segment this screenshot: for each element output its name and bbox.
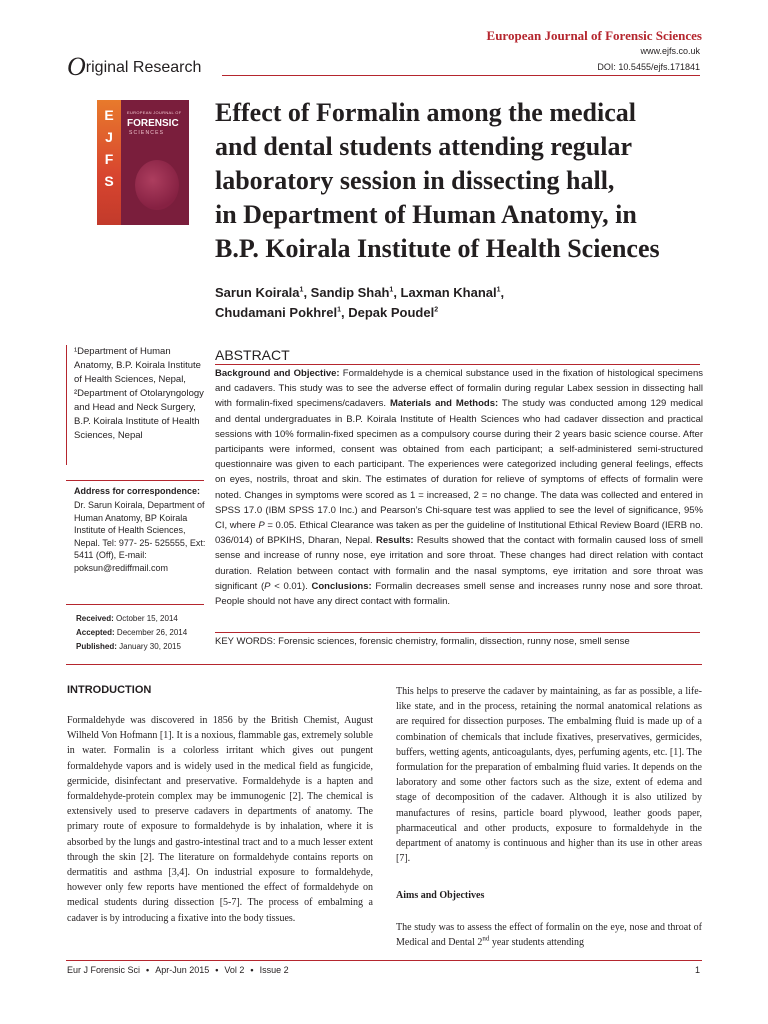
- title-line: laboratory session in dissecting hall,: [215, 166, 615, 195]
- journal-url[interactable]: www.ejfs.co.uk: [640, 46, 700, 56]
- header-rule: [222, 75, 700, 76]
- title-line: B.P. Koirala Institute of Health Sciences: [215, 234, 660, 263]
- footer-volume: Vol 2: [224, 965, 245, 975]
- abstract-results-text: Results showed that the contact with formalin caused loss of smell sense and increase of runny nose, eye irritation and sore throat. These changes had direct relation with contact duration. Relation between contact with formalin and the nasal symptoms, eye irritation and sore throat was significant (: [215, 535, 703, 592]
- author-name: Depak Poudel: [348, 305, 435, 320]
- affiliation: ¹Department of Human Anatomy, B.P. Koirala Institute of Health Sciences, Nepal, ²Department of Otolaryngology and Head and Neck Surgery, B.P. Koirala Institute of Health Sciences, Nepal: [74, 346, 204, 441]
- abstract-results-label: Results:: [376, 535, 414, 547]
- author-affil-sup: 1: [496, 286, 501, 294]
- author-affil-sup: 1: [389, 286, 394, 294]
- footer-journal: Eur J Forensic Sci: [67, 965, 141, 975]
- abstract-bg-label: Background and Objective:: [215, 368, 340, 379]
- aims-heading: Aims and Objectives: [396, 890, 485, 901]
- cover-side-letters: EJFS: [104, 107, 114, 189]
- abstract-body: [215, 366, 703, 609]
- cover-forensic-text: FORENSIC: [127, 118, 179, 129]
- p-symbol: P: [264, 580, 271, 592]
- author-name: Sandip Shah: [310, 285, 390, 300]
- journal-doi: DOI: 10.5455/ejfs.171841: [597, 62, 700, 72]
- footer-date: Apr-Jun 2015: [155, 965, 210, 975]
- published-label: Published:: [76, 642, 117, 651]
- cover-sciences-text: SCIENCES: [129, 130, 165, 136]
- title-line: in Department of Human Anatomy, in: [215, 200, 637, 229]
- aims-text: The study was to assess the effect of formalin on the eye, nose and throat of Medical and Dental 2nd year students attending: [396, 922, 702, 949]
- keywords: KEY WORDS: Forensic sciences, forensic chemistry, formalin, dissection, runny nose, smell sense: [215, 636, 630, 647]
- affiliation-rule: [66, 345, 67, 465]
- title-line: Effect of Formalin among the medical: [215, 98, 636, 127]
- abstract-mm-text-2: = 0.05. Ethical Clearance was taken as per the guideline of Institutional Ethical Review Board (IERB no. 036/014) of BPKIHS, Dharan, Nepal.: [215, 520, 703, 547]
- title-line: and dental students attending regular: [215, 132, 633, 161]
- page-number: 1: [694, 965, 700, 975]
- received-date: October 15, 2014: [116, 614, 178, 623]
- introduction-left-column: Formaldehyde was discovered in 1856 by the British Chemist, August Wilheld Von Hofmann [1]. It is a noxious, flammable gas, extremely soluble in water. Formalin is a colorless irritant which gives out pungent formaldehyde vapors and is widely used in the medical field as fungicide, germicide, disinfectant and preservative. Formaldehyde is a hapten and formaldehyde-protein complex may be immunogenic [2]. The chemical is extensively used to preserve cadavers in departments of anatomy. The primary route of exposure to formaldehyde is by inhalation, where it is absorbed by the lungs and gastro-intestinal tract and to a much lesser extent through the skin [2]. The literature on formaldehyde contains reports on dermatitis and asthma [3,4]. On industrial exposure to formaldehyde, however only few reports have mentioned the effect of formaldehyde on medical students during dissection [5-7]. The process of embalming a cadaver is by introducing a fixative into the body tissues.: [67, 715, 373, 924]
- author-list: Sarun Koirala$^1$, Sandip Shah$^1$, Laxman Khanal$^1$, Chudamani Pokhrel$^1$, Depak Poudel$^2$: [215, 285, 505, 320]
- correspondence-heading: Address for correspondence:: [74, 486, 201, 496]
- abstract-rule: [215, 364, 700, 365]
- introduction-right-column: This helps to preserve the cadaver by maintaining, as far as possible, a life-like state, and in the process, retaining the normal anatomical relations as are required for dissection purposes. The embalming fluid is made up of a combination of chemicals that include fixatives, preservatives, germicides, buffers, wetting agents, anticoagulants, dyes, perfuming agents, etc. [1]. The formulation for the preparation of embalming fluid varies. It depends on the laboratory and some other factors such as the size, extent of edema and stage of decomposition of the cadaver. Although it is also utilized by manufactures of resins, particle board plywood, leather goods paper, pharmaceutical and other products, exposure to formaldehyde in the department of anatomy is continuous and higher than its use in other areas [7].: [396, 686, 702, 865]
- ordinal-sup: nd: [482, 934, 490, 943]
- keywords-rule: [215, 632, 700, 633]
- abstract-conclusions-label: Conclusions:: [311, 580, 372, 592]
- author-name: Laxman Khanal: [400, 285, 497, 300]
- abstract-results-text-2: < 0.01).: [270, 580, 312, 592]
- cover-artwork: [135, 160, 179, 210]
- abstract-conclusions-text: Formalin decreases smell sense and increases runny nose and sore throat. People should not have any direct contact with formalin.: [215, 580, 703, 608]
- abstract-bg-text: Formaldehyde is a chemical substance used in the fixation of histological specimens and cadavers. This study was to see the adverse effect of formalin during regular Labex session in dissecting hall with formalin-fixed specimens/cadavers.: [215, 368, 704, 410]
- correspondence-body: Dr. Sarun Koirala, Department of Human Anatomy, BP Koirala Institute of Health Sciences, Nepal. Tel: 977- 25- 525555, Ext: 5411 (Off), E-mail: poksun@rediffmail.com: [74, 500, 206, 573]
- correspondence-rule: [66, 480, 204, 481]
- abstract-heading: ABSTRACT: [215, 347, 290, 363]
- cover-small-text: EUROPEAN JOURNAL OF: [127, 110, 182, 115]
- footer-issue: Issue 2: [259, 965, 289, 975]
- section-initial: O: [67, 52, 86, 81]
- accepted-label: Accepted:: [76, 628, 115, 637]
- article-dates: [76, 612, 187, 654]
- author-affil-sup: 1: [337, 306, 341, 314]
- author-name: Sarun Koirala: [215, 285, 300, 300]
- accepted-date: December 26, 2014: [116, 628, 188, 637]
- journal-cover-image: [97, 100, 189, 225]
- p-symbol: P: [258, 520, 265, 532]
- article-title: [215, 96, 715, 266]
- abstract-mm-label: Materials and Methods:: [389, 398, 499, 410]
- introduction-heading: INTRODUCTION: [67, 684, 152, 696]
- footer-rule: [66, 960, 702, 961]
- received-label: Received:: [76, 614, 114, 623]
- author-affil-sup: 1: [299, 286, 304, 294]
- published-date: January 30, 2015: [119, 642, 181, 651]
- author-name: Chudamani Pokhrel: [215, 305, 338, 320]
- journal-name: European Journal of Forensic Sciences: [486, 28, 702, 43]
- abstract-mm-text: The study was conducted among 129 medical and dental undergraduates in B.P. Koirala Institute of Health Sciences who had cadaver dissection and practical sessions with 10% formalin-fixed specimen as a compulsory course during their 2 years basic science course. After participants were informed, consent was obtained from each participant; a self-administered semi-structured questionnaire was given to each participant. The experiences were categorized including general feelings, effects on eyes, nostrils, throat and skin. The estimates of duration for relieve of symptoms of effects of formalin were noted. Changes in symptoms were scored as 1 = increased, 2 = no change. The data was collected and entered in SPSS 17.0 (IBM SPSS 17.0 Inc.) and Pearson’s Chi-square test was applied to see the level of significance, 95% CI, where: [215, 398, 703, 532]
- body-rule: [66, 664, 702, 665]
- section-label-rest: riginal Research: [85, 59, 202, 76]
- section-label: [67, 52, 201, 82]
- dates-rule: [66, 604, 204, 605]
- footer-citation: Eur J Forensic Sci • Apr-Jun 2015 • Vol 2 • Issue 2: [67, 965, 289, 975]
- author-affil-sup: 2: [434, 306, 439, 314]
